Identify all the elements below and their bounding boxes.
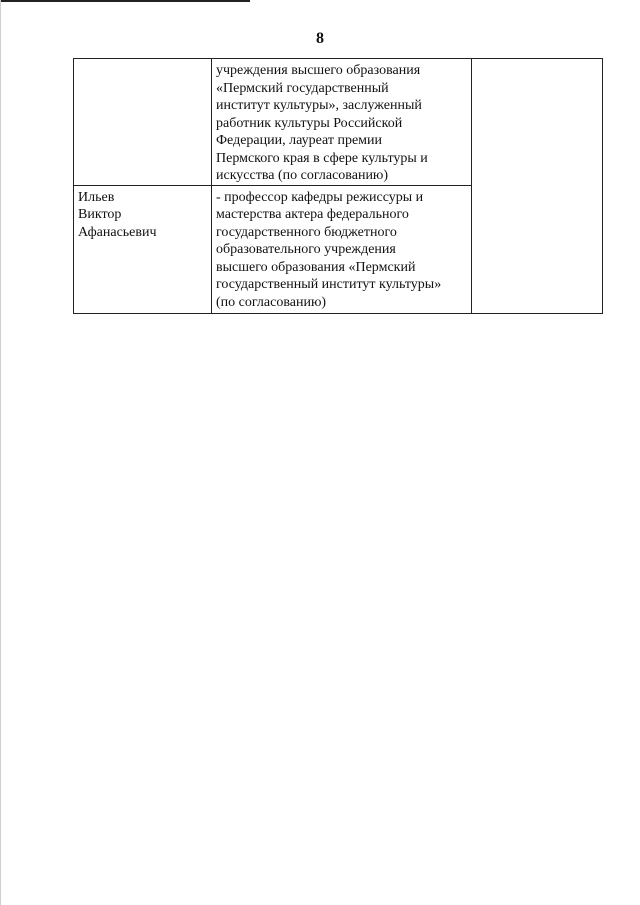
description-line: образовательного учреждения — [216, 242, 396, 257]
member-first-name: Виктор — [78, 207, 122, 222]
description-cell — [212, 59, 472, 186]
description-line: государственный институт культуры» — [216, 277, 442, 292]
description-line: (по согласованию) — [216, 294, 327, 310]
scan-left-edge — [0, 0, 1, 905]
table-row — [74, 59, 603, 186]
description-line: высшего образования «Пермский — [216, 259, 416, 275]
description-line: искусства (по согласованию) — [216, 168, 389, 183]
description-line: Пермского края в сфере культуры и — [216, 150, 428, 166]
description-line: мастерства актера федерального — [216, 207, 409, 222]
page-number: 8 — [316, 30, 324, 47]
description-line: - профессор кафедры режиссуры и — [216, 189, 424, 205]
scan-edge-line — [0, 0, 250, 2]
description-line: государственного бюджетного — [216, 224, 397, 240]
name-cell — [74, 59, 212, 186]
description-line: работник культуры Российской — [216, 115, 403, 131]
name-cell — [74, 185, 212, 314]
description-line: Федерации, лауреат премии — [216, 133, 383, 148]
members-table — [73, 58, 603, 314]
member-surname: Ильев — [78, 189, 115, 205]
description-line: «Пермский государственный — [216, 80, 389, 96]
member-patronymic: Афанасьевич — [78, 224, 157, 240]
description-cell — [212, 185, 472, 314]
note-cell — [472, 59, 603, 314]
description-line: учреждения высшего образования — [216, 63, 421, 78]
description-line: институт культуры», заслуженный — [216, 98, 422, 113]
